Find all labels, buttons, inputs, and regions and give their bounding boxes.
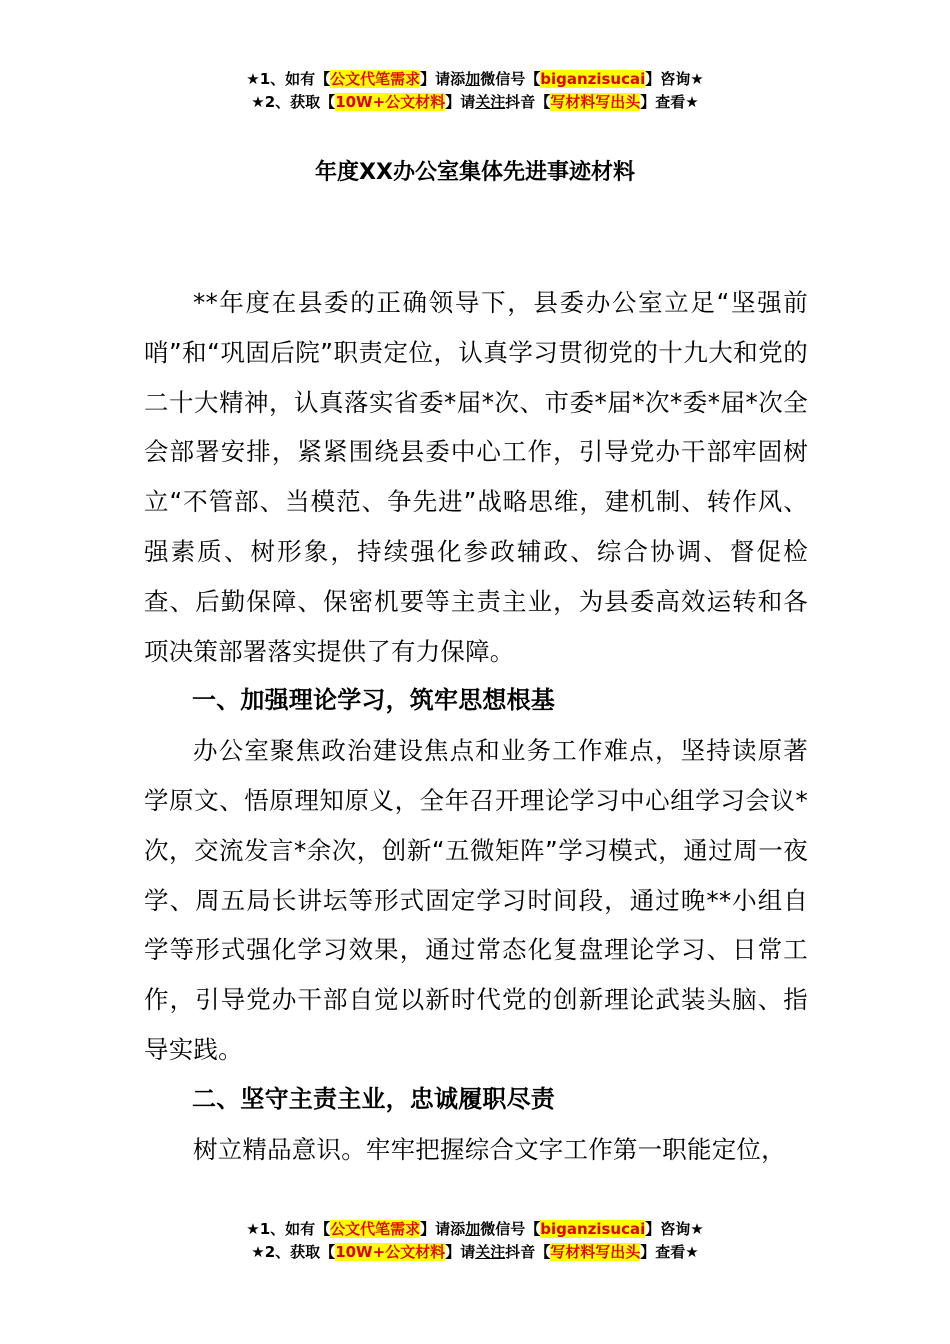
banner-highlight: 公文代笔需求 [330,70,421,88]
section-1-paragraph: 办公室聚焦政治建设焦点和业务工作难点，坚持读原著学原文、悟原理知原义，全年召开理论学习中心组学习会议*次，交流发言*余次，创新“五微矩阵”学习模式，通过周一夜学、周五局长讲坛等形式固定学习时间段，通过晚**小组自学等形式强化学习效果，通过常态化复盘理论学习、日常工作，引导党办干部自觉以新时代党的创新理论武装头脑、指导实践。 [144,736,808,1064]
banner-text: 】请添 [420,70,466,88]
banner-text: 】咨询★ [645,70,704,88]
banner-text: 微信号【 [480,70,541,88]
banner-text: 】请 [445,1243,476,1261]
banner-text: 】查看★ [640,93,699,111]
banner-text: 】查看★ [640,1243,699,1261]
banner-underlined: 关注 [475,93,506,111]
banner-text: 】请添 [420,1220,466,1238]
banner-text: 】请 [445,93,476,111]
footer-banner [0,1218,950,1264]
footer-banner-line-2 [0,1241,950,1264]
banner-underlined: 加 [465,1220,481,1238]
section-2-paragraph: 树立精品意识。牢牢把握综合文字工作第一职能定位， [193,1134,786,1164]
banner-highlight: biganzisucai [540,1220,646,1238]
intro-paragraph: **年度在县委的正确领导下，县委办公室立足“坚强前哨”和“巩固后院”职责定位，认真学习贯彻党的十九大和党的二十大精神，认真落实省委*届*次、市委*届*次*委*届*次全会部署安排，紧紧围绕县委中心工作，引导党办干部牢固树立“不管部、当模范、争先进”战略思维，建机制、转作风、强素质、树形象，持续强化参政辅政、综合协调、督促检查、后勤保障、保密机要等主责主业，为县委高效运转和各项决策部署落实提供了有力保障。 [144,288,808,666]
banner-highlight: 10W+公文材料 [335,1243,446,1261]
banner-text: 抖音【 [505,1243,551,1261]
banner-highlight: 10W+公文材料 [335,93,446,111]
banner-highlight: 写材料写出头 [550,93,641,111]
banner-line-2 [0,91,950,114]
section-2-heading: 二、坚守主责主业，忠诚履职尽责 [192,1084,555,1113]
document-title: 年度XX办公室集体先进事迹材料 [315,160,635,185]
banner-text: 抖音【 [505,93,551,111]
section-1-heading: 一、加强理论学习，筑牢思想根基 [192,686,555,715]
banner-highlight: biganzisucai [540,70,646,88]
document-body [144,278,808,1174]
banner-text: 微信号【 [480,1220,541,1238]
header-banner [0,68,950,114]
banner-text: 】咨询★ [645,1220,704,1238]
banner-text: ★2、获取【 [251,93,336,111]
banner-text: ★1、如有【 [246,1220,331,1238]
banner-text: ★2、获取【 [251,1243,336,1261]
banner-highlight: 公文代笔需求 [330,1220,421,1238]
banner-underlined: 加 [465,70,481,88]
footer-banner-line-1 [0,1218,950,1241]
banner-line-1 [0,68,950,91]
banner-underlined: 关注 [475,1243,506,1261]
banner-highlight: 写材料写出头 [550,1243,641,1261]
banner-text: ★1、如有【 [246,70,331,88]
